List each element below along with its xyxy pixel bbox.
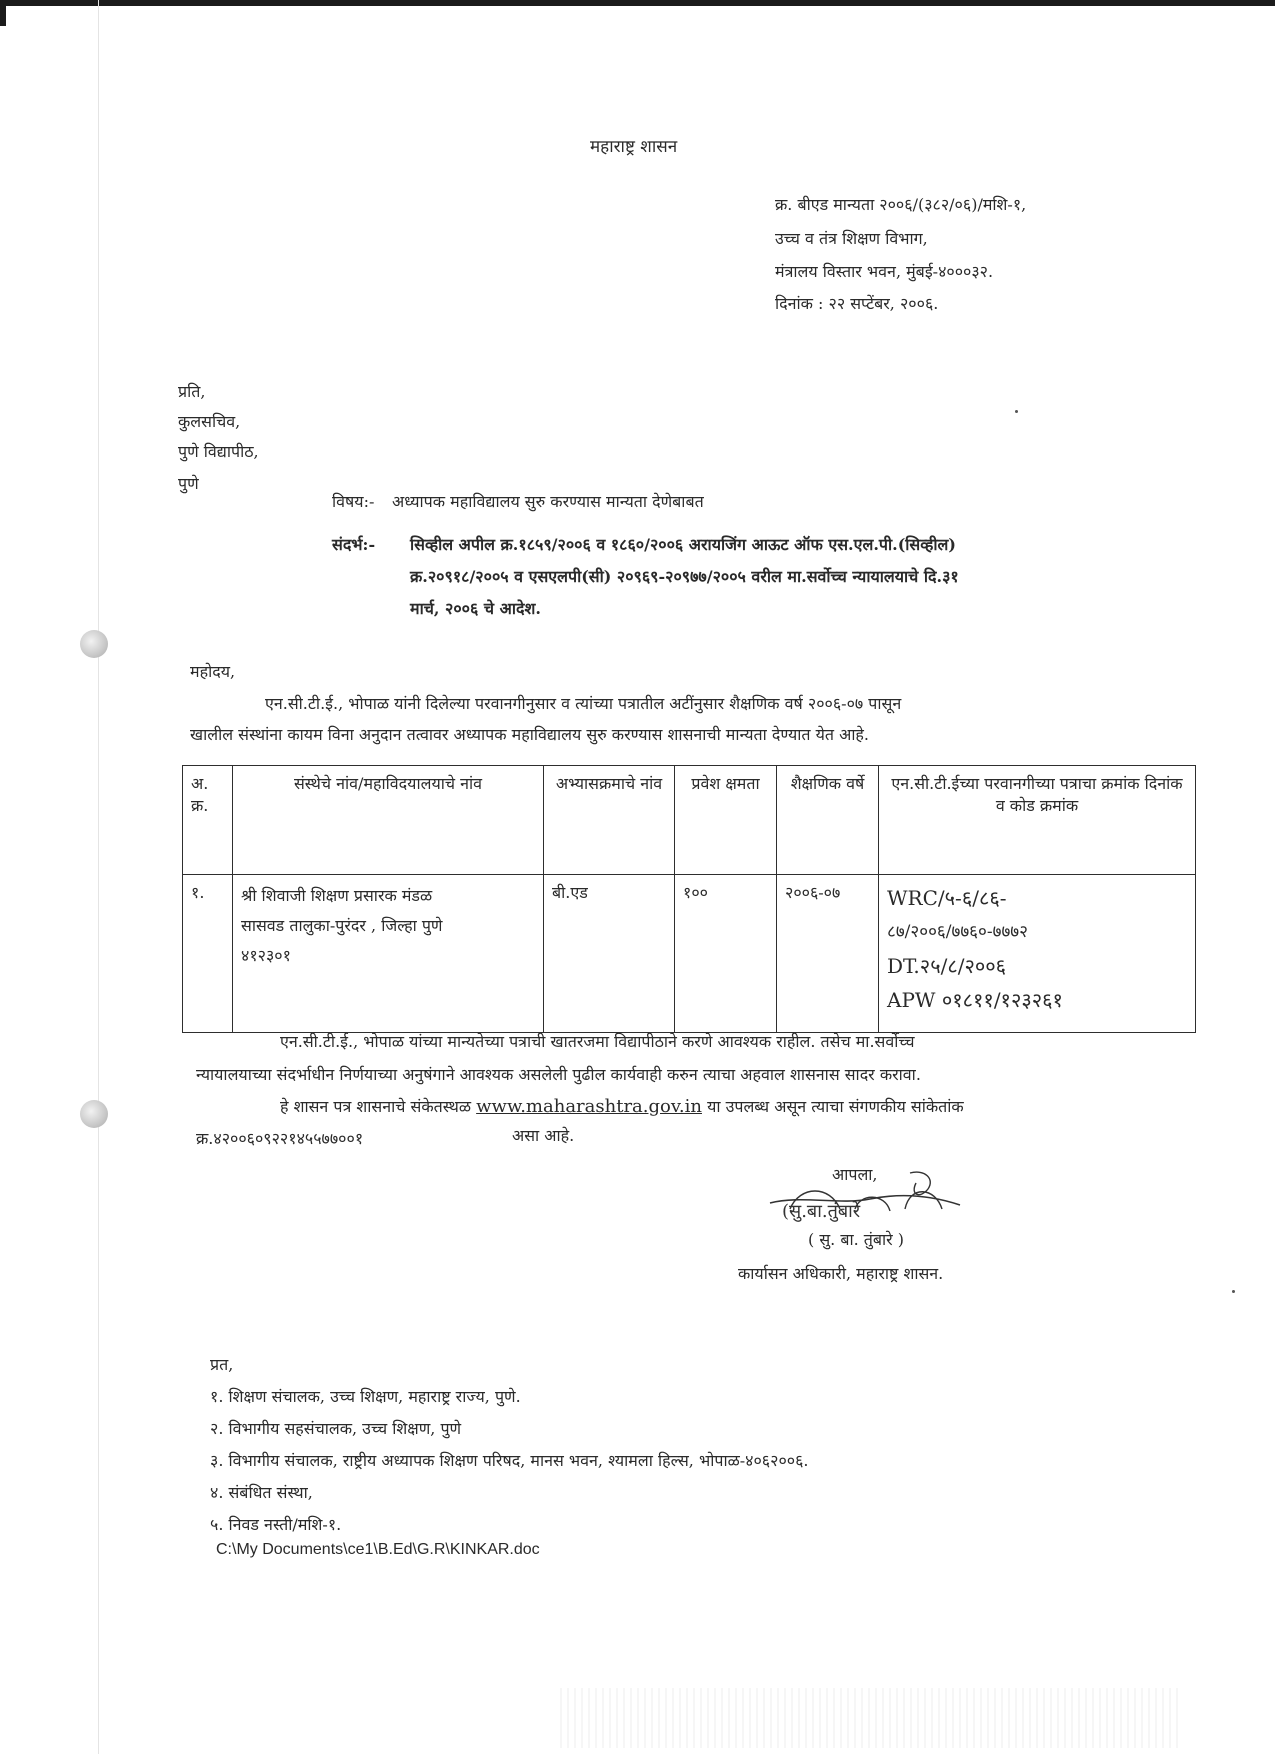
reference-label: संदर्भ:-: [332, 535, 376, 554]
address-line: मंत्रालय विस्तार भवन, मुंबई-४०००३२.: [775, 262, 994, 281]
copy-item: ५. निवड नस्ती/मशि-१.: [210, 1515, 342, 1534]
cell-serial: १.: [183, 875, 233, 1033]
margin-line: [98, 0, 99, 1754]
scan-edge: [0, 0, 1275, 6]
copy-to-label: प्रत,: [210, 1355, 234, 1374]
copy-item: १. शिक्षण संचालक, उच्च शिक्षण, महाराष्ट्र राज्य, पुणे.: [210, 1387, 521, 1406]
ncte-line: WRC/५-६/८६-: [887, 886, 1007, 910]
cell-institute: [233, 875, 544, 1033]
addressee-line: प्रति,: [178, 382, 206, 401]
document-heading: महाराष्ट्र शासन: [590, 137, 678, 157]
addressee-line: कुलसचिव,: [178, 412, 241, 431]
table-row: [183, 875, 1196, 1033]
header-course: अभ्यासक्रमाचे नांव: [544, 766, 675, 875]
signatory-designation: कार्यासन अधिकारी, महाराष्ट्र शासन.: [738, 1264, 944, 1283]
department-line: उच्च व तंत्र शिक्षण विभाग,: [775, 229, 928, 248]
reference-line: मार्च, २००६ चे आदेश.: [410, 599, 541, 618]
web-line-suffix: या उपलब्ध असून त्याचा संगणकीय सांकेतांक: [707, 1097, 964, 1116]
website-link[interactable]: www.maharashtra.gov.in: [476, 1096, 702, 1117]
reference-line: सिव्हील अपील क्र.१८५९/२००६ व १८६०/२००६ अरायजिंग आऊट ऑफ एस.एल.पी.(सिव्हील): [410, 535, 956, 554]
punch-hole: [80, 1100, 108, 1128]
copy-item: ३. विभागीय संचालक, राष्ट्रीय अध्यापक शिक्षण परिषद, मानस भवन, श्यामला हिल्स, भोपाळ-४०६२००६.: [210, 1451, 809, 1470]
signature-scrawl: [760, 1165, 980, 1235]
subject-text: अध्यापक महाविद्यालय सुरु करण्यास मान्यता देणेबाबत: [392, 492, 704, 511]
file-path: C:\My Documents\ce1\B.Ed\G.R\KINKAR.doc: [216, 1541, 540, 1558]
ncte-line: APW ०१८११/१२३२६१: [887, 988, 1063, 1012]
table-header-row: [183, 766, 1196, 875]
body-paragraph-line: खालील संस्थांना कायम विना अनुदान तत्वावर अध्यापक महाविद्यालय सुरु करण्यास शासनाची मान्यता देण्यात येत आहे.: [190, 725, 870, 744]
salutation: महोदय,: [190, 662, 236, 681]
header-intake: प्रवेश क्षमता: [675, 766, 777, 875]
web-line: [280, 1095, 964, 1117]
institution-table: [182, 765, 1196, 1033]
header-institute: संस्थेचे नांव/महाविदयालयाचे नांव: [233, 766, 544, 875]
scan-noise: [560, 1688, 1180, 1748]
reference-line: क्र.२०९१८/२००५ व एसएलपी(सी) २०९६९-२०९७७/२००५ वरील मा.सर्वोच्च न्यायालयाचे दि.३१: [410, 567, 959, 586]
date-line: दिनांक : २२ सप्टेंबर, २००६.: [775, 294, 939, 313]
institute-name: श्री शिवाजी शिक्षण प्रसारक मंडळ: [241, 886, 433, 905]
addressee-line: पुणे विद्यापीठ,: [178, 442, 259, 461]
cell-ncte: [879, 875, 1196, 1033]
institute-pin: ४१२३०१: [241, 946, 291, 965]
after-paragraph-line: एन.सी.टी.ई., भोपाळ यांच्या मान्यतेच्या पत्राची खातरजमा विद्यापीठाने करणे आवश्यक राहील. तसेच मा.सर्वोच्च: [280, 1032, 915, 1051]
cell-course: बी.एड: [544, 875, 675, 1033]
header-serial: अ. क्र.: [183, 766, 233, 875]
ncte-line: ८७/२००६/७७६०-७७७२: [887, 922, 1028, 942]
header-ncte: एन.सी.टी.ईच्या परवानगीच्या पत्राचा क्रमांक दिनांक व कोड क्रमांक: [879, 766, 1196, 875]
signature-scrawl-text: (सु.बा.तुंबारे: [782, 1201, 861, 1222]
reference-number: क्र. बीएड मान्यता २००६/(३८२/०६)/मशि-१,: [775, 195, 1027, 214]
punch-hole: [80, 630, 108, 658]
institute-place: सासवड तालुका-पुरंदर , जिल्हा पुणे: [241, 916, 443, 935]
addressee-line: पुणे: [178, 474, 199, 493]
web-line-prefix: हे शासन पत्र शासनाचे संकेतस्थळ: [280, 1097, 472, 1116]
scan-edge-corner: [0, 0, 6, 26]
scan-speck: [1232, 1290, 1235, 1293]
cell-year: २००६-०७: [777, 875, 879, 1033]
signatory-name: ( सु. बा. तुंबारे ): [808, 1230, 905, 1249]
cell-intake: १००: [675, 875, 777, 1033]
computer-code: क्र.४२००६०९२२१४५५७७००१: [196, 1129, 364, 1148]
header-year: शैक्षणिक वर्षे: [777, 766, 879, 875]
copy-item: ४. संबंधित संस्था,: [210, 1483, 313, 1502]
body-paragraph-line: एन.सी.टी.ई., भोपाळ यांनी दिलेल्या परवानगीनुसार व त्यांच्या पत्रातील अटींनुसार शैक्षणिक वर्ष २००६-०७ पासून: [265, 694, 902, 713]
ncte-line: DT.२५/८/२००६: [887, 954, 1007, 978]
after-paragraph-line: न्यायालयाच्या संदर्भाधीन निर्णयाच्या अनुषंगाने आवश्यक असलेली पुढील कार्यवाही करुन त्याचा अहवाल शासनास सादर करावा.: [196, 1065, 921, 1084]
copy-item: २. विभागीय सहसंचालक, उच्च शिक्षण, पुणे: [210, 1419, 462, 1438]
web-line-end: असा आहे.: [512, 1126, 575, 1145]
closing-word: आपला,: [832, 1165, 878, 1184]
subject-label: विषय:-: [332, 492, 375, 511]
scan-speck: [1015, 410, 1018, 413]
